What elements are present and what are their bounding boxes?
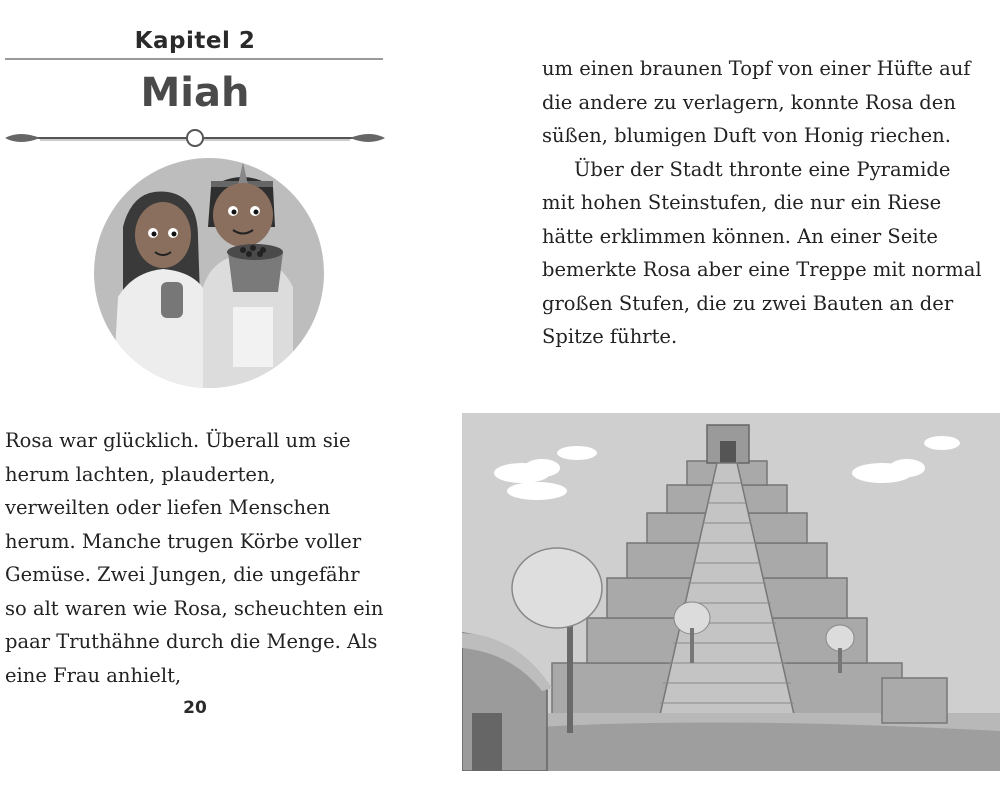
- chapter-rule: [5, 58, 383, 60]
- right-paragraph-1: um einen braunen Topf von einer Hüfte auf die andere zu verlagern, konnte Rosa den süßen, blumigen Duft von Honig riechen.: [542, 57, 971, 147]
- portrait-illustration: [93, 157, 325, 389]
- chapter-label: Kapitel 2: [134, 28, 256, 54]
- page-number: 20: [183, 698, 207, 718]
- ornament-divider-icon: [0, 124, 390, 154]
- left-paragraph: Rosa war glücklich. Überall um sie herum lachten, plauderten, verweilten oder liefen Menschen herum. Manche trugen Körbe voller Gemüse. Zwei Jungen, die ungefähr so alt waren wie Rosa, scheuchten ein paar Truthähne durch die Menge. Als eine Frau anhielt,: [5, 429, 384, 687]
- right-body-text: [542, 52, 982, 354]
- left-body-text: [5, 424, 385, 692]
- pyramid-illustration: [462, 413, 1000, 771]
- right-paragraph-2: Über der Stadt thronte eine Pyramide mit hohen Steinstufen, die nur ein Riese hätte erklimmen können. An einer Seite bemerkte Rosa aber eine Treppe mit normal großen Stufen, die zu zwei Bauten an der Spitze führte.: [542, 157, 982, 348]
- chapter-title: Miah: [140, 70, 250, 116]
